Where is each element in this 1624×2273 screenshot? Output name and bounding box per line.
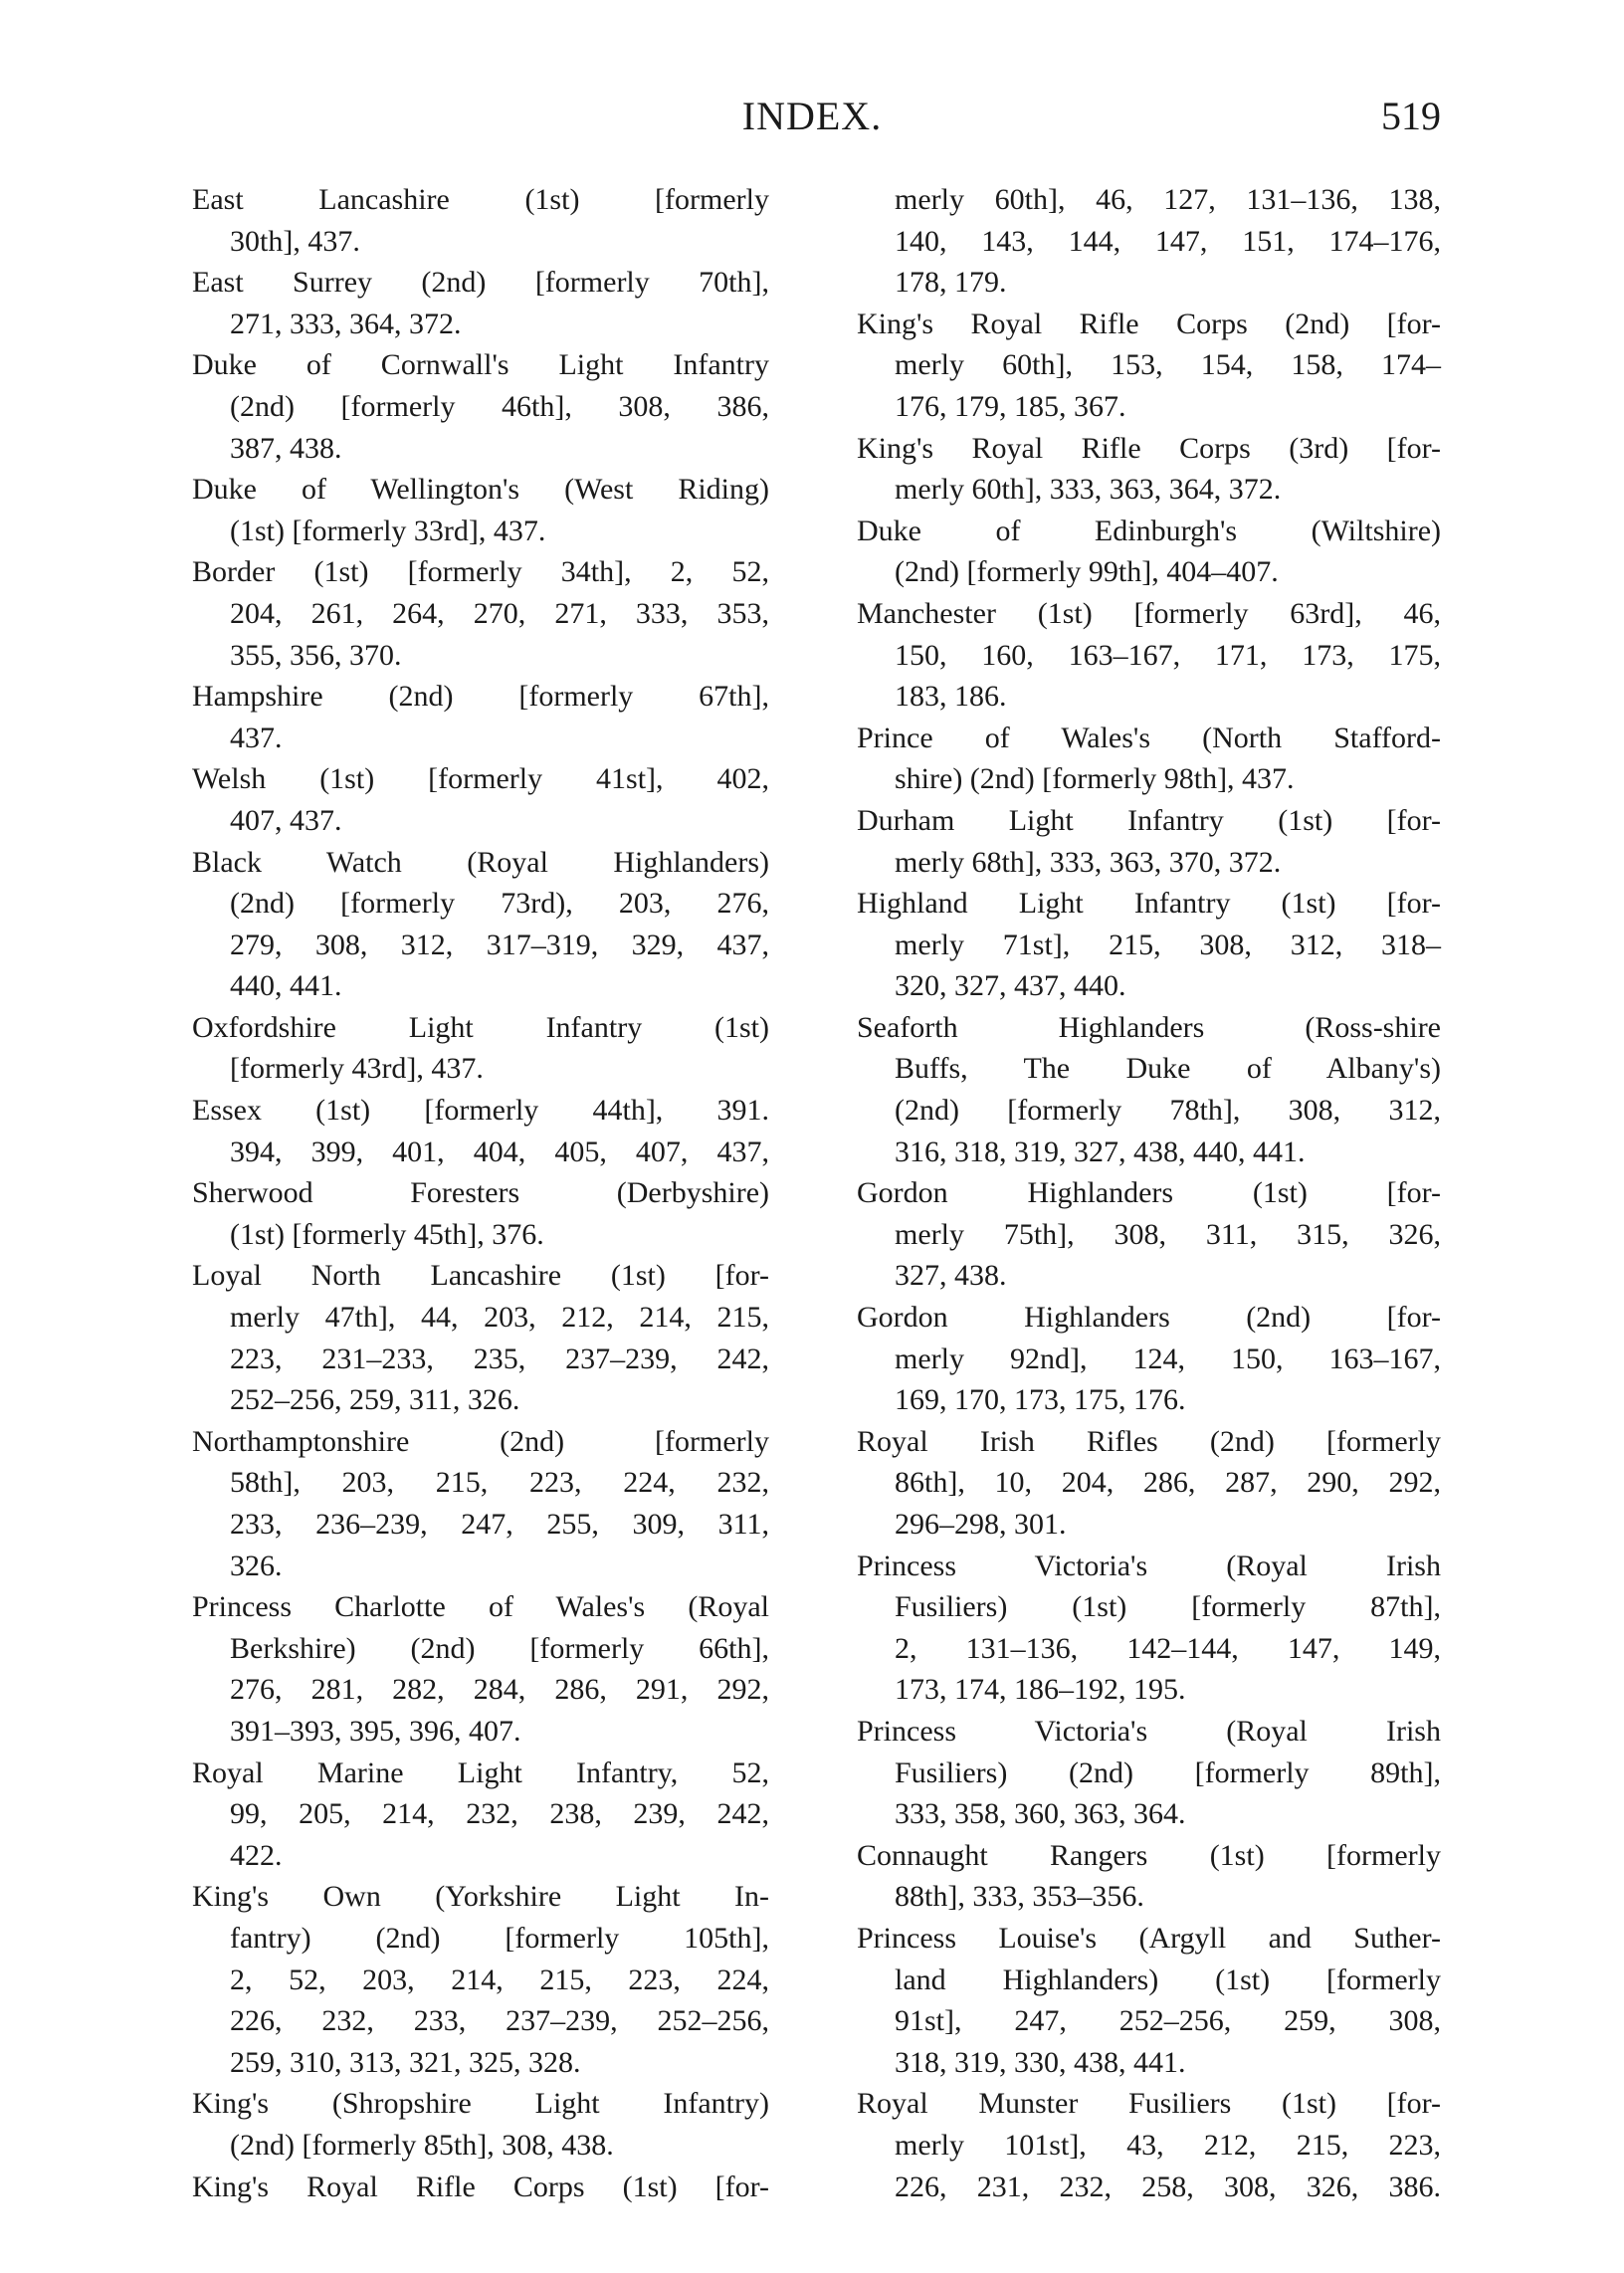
index-entry-continuation-line: 276, 281, 282, 284, 286, 291, 292, — [230, 1673, 769, 1707]
index-entry-line: King's Royal Rifle Corps (3rd) [for- — [857, 431, 1441, 465]
index-entry-continuation-line: 437. — [230, 721, 283, 754]
index-entry-line: Princess Charlotte of Wales's (Royal — [192, 1590, 769, 1624]
index-entry-line: Essex (1st) [formerly 44th], 391. — [192, 1094, 769, 1128]
page-number: 519 — [1381, 94, 1441, 138]
index-entry-line: King's Royal Rifle Corps (1st) [for- — [192, 2170, 769, 2203]
index-entry-continuation-line: (2nd) [formerly 73rd), 203, 276, — [230, 887, 769, 921]
index-entry-line: Royal Marine Light Infantry, 52, — [192, 1756, 769, 1789]
index-entry-line: Welsh (1st) [formerly 41st], 402, — [192, 762, 769, 796]
index-entry-continuation-line: 150, 160, 163–167, 171, 173, 175, — [895, 638, 1441, 672]
index-entry-continuation-line: (1st) [formerly 45th], 376. — [230, 1217, 544, 1251]
index-entry-continuation-line: 259, 310, 313, 321, 325, 328. — [230, 2045, 581, 2079]
index-entry-continuation-line: 2, 52, 203, 214, 215, 223, 224, — [230, 1963, 769, 1996]
index-entry-continuation-line: Fusiliers) (1st) [formerly 87th], — [895, 1590, 1441, 1624]
index-entry-line: Duke of Edinburgh's (Wiltshire) — [857, 514, 1441, 547]
index-entry-line: Prince of Wales's (North Stafford- — [857, 721, 1441, 754]
index-entry-continuation-line: 223, 231–233, 235, 237–239, 242, — [230, 1342, 769, 1375]
index-entry-continuation-line: (2nd) [formerly 99th], 404–407. — [895, 555, 1279, 589]
index-entry-line: Royal Munster Fusiliers (1st) [for- — [857, 2087, 1441, 2121]
index-entry-continuation-line: 326. — [230, 1549, 283, 1582]
index-entry-continuation-line: 173, 174, 186–192, 195. — [895, 1673, 1186, 1707]
index-entry-line: Highland Light Infantry (1st) [for- — [857, 887, 1441, 921]
index-entry-continuation-line: 320, 327, 437, 440. — [895, 969, 1126, 1003]
index-entry-line: Hampshire (2nd) [formerly 67th], — [192, 680, 769, 714]
index-entry-continuation-line: 233, 236–239, 247, 255, 309, 311, — [230, 1508, 769, 1541]
index-entry-continuation-line: 296–298, 301. — [895, 1508, 1067, 1541]
index-entry-continuation-line: Buffs, The Duke of Albany's) — [895, 1052, 1441, 1086]
index-entry-continuation-line: 391–393, 395, 396, 407. — [230, 1714, 521, 1748]
index-entry-continuation-line: shire) (2nd) [formerly 98th], 437. — [895, 762, 1295, 796]
index-entry-line: King's Royal Rifle Corps (2nd) [for- — [857, 307, 1441, 340]
index-entry-line: Manchester (1st) [formerly 63rd], 46, — [857, 596, 1441, 630]
index-entry-continuation-line: 86th], 10, 204, 286, 287, 290, 292, — [895, 1466, 1441, 1500]
index-entry-line: Gordon Highlanders (1st) [for- — [857, 1176, 1441, 1210]
index-entry-continuation-line: 226, 231, 232, 258, 308, 326, 386. — [895, 2170, 1441, 2203]
index-entry-continuation-line: 271, 333, 364, 372. — [230, 307, 462, 340]
index-entry-continuation-line: 91st], 247, 252–256, 259, 308, — [895, 2004, 1441, 2038]
index-entry-continuation-line: merly 60th], 46, 127, 131–136, 138, — [895, 183, 1441, 216]
index-entry-continuation-line: Fusiliers) (2nd) [formerly 89th], — [895, 1756, 1441, 1789]
index-entry-continuation-line: 183, 186. — [895, 680, 1007, 714]
index-entry-continuation-line: 333, 358, 360, 363, 364. — [895, 1797, 1186, 1831]
index-entry-continuation-line: merly 47th], 44, 203, 212, 214, 215, — [230, 1301, 769, 1335]
index-entry-continuation-line: merly 92nd], 124, 150, 163–167, — [895, 1342, 1441, 1375]
index-entry-line: Northamptonshire (2nd) [formerly — [192, 1424, 769, 1458]
index-entry-continuation-line: 327, 438. — [895, 1259, 1007, 1293]
index-entry-continuation-line: merly 60th], 153, 154, 158, 174– — [895, 348, 1441, 382]
index-entry-continuation-line: (2nd) [formerly 85th], 308, 438. — [230, 2128, 614, 2162]
index-entry-line: King's (Shropshire Light Infantry) — [192, 2087, 769, 2121]
index-entry-continuation-line: merly 68th], 333, 363, 370, 372. — [895, 845, 1282, 879]
index-entry-line: Sherwood Foresters (Derbyshire) — [192, 1176, 769, 1210]
index-entry-line: Royal Irish Rifles (2nd) [formerly — [857, 1424, 1441, 1458]
index-entry-line: Princess Louise's (Argyll and Suther- — [857, 1921, 1441, 1955]
index-entry-continuation-line: 88th], 333, 353–356. — [895, 1880, 1144, 1914]
index-entry-continuation-line: 394, 399, 401, 404, 405, 407, 437, — [230, 1135, 769, 1168]
index-entry-line: Connaught Rangers (1st) [formerly — [857, 1838, 1441, 1872]
index-entry-continuation-line: 178, 179. — [895, 266, 1007, 300]
index-entry-line: Oxfordshire Light Infantry (1st) — [192, 1010, 769, 1044]
index-entry-line: Duke of Cornwall's Light Infantry — [192, 348, 769, 382]
index-entry-line: Seaforth Highlanders (Ross-shire — [857, 1010, 1441, 1044]
index-entry-continuation-line: 407, 437. — [230, 803, 342, 837]
index-entry-continuation-line: 2, 131–136, 142–144, 147, 149, — [895, 1631, 1441, 1665]
index-entry-line: Loyal North Lancashire (1st) [for- — [192, 1259, 769, 1293]
index-entry-continuation-line: 279, 308, 312, 317–319, 329, 437, — [230, 928, 769, 961]
index-entry-continuation-line: (2nd) [formerly 46th], 308, 386, — [230, 389, 769, 423]
index-entry-continuation-line: merly 75th], 308, 311, 315, 326, — [895, 1217, 1441, 1251]
index-entry-continuation-line: 252–256, 259, 311, 326. — [230, 1383, 520, 1417]
index-entry-continuation-line: 99, 205, 214, 232, 238, 239, 242, — [230, 1797, 769, 1831]
index-entry-continuation-line: Berkshire) (2nd) [formerly 66th], — [230, 1631, 769, 1665]
index-entry-continuation-line: 226, 232, 233, 237–239, 252–256, — [230, 2004, 769, 2038]
index-entry-line: Princess Victoria's (Royal Irish — [857, 1714, 1441, 1748]
index-entry-continuation-line: 30th], 437. — [230, 224, 360, 258]
index-entry-line: King's Own (Yorkshire Light In- — [192, 1880, 769, 1914]
index-entry-continuation-line: fantry) (2nd) [formerly 105th], — [230, 1921, 769, 1955]
index-entry-line: Black Watch (Royal Highlanders) — [192, 845, 769, 879]
index-column-right — [857, 179, 1441, 2207]
index-entry-line: Princess Victoria's (Royal Irish — [857, 1549, 1441, 1582]
index-entry-continuation-line: merly 101st], 43, 212, 215, 223, — [895, 2128, 1441, 2162]
page-header — [0, 92, 1624, 141]
index-entry-continuation-line: land Highlanders) (1st) [formerly — [895, 1963, 1441, 1996]
index-entry-continuation-line: 58th], 203, 215, 223, 224, 232, — [230, 1466, 769, 1500]
page-title: INDEX. — [741, 94, 883, 138]
index-entry-continuation-line: [formerly 43rd], 437. — [230, 1052, 484, 1086]
index-entry-line: Border (1st) [formerly 34th], 2, 52, — [192, 555, 769, 589]
index-entry-continuation-line: merly 71st], 215, 308, 312, 318– — [895, 928, 1441, 961]
index-entry-line: Gordon Highlanders (2nd) [for- — [857, 1301, 1441, 1335]
index-entry-continuation-line: 140, 143, 144, 147, 151, 174–176, — [895, 224, 1441, 258]
index-entry-continuation-line: (1st) [formerly 33rd], 437. — [230, 514, 546, 547]
index-entry-continuation-line: 318, 319, 330, 438, 441. — [895, 2045, 1186, 2079]
index-entry-continuation-line: 176, 179, 185, 367. — [895, 389, 1126, 423]
index-entry-continuation-line: 355, 356, 370. — [230, 638, 402, 672]
index-entry-continuation-line: 387, 438. — [230, 431, 342, 465]
index-entry-continuation-line: 169, 170, 173, 175, 176. — [895, 1383, 1186, 1417]
index-entry-line: Durham Light Infantry (1st) [for- — [857, 803, 1441, 837]
index-column-left — [192, 179, 769, 2207]
index-entry-continuation-line: 422. — [230, 1838, 283, 1872]
index-entry-continuation-line: 204, 261, 264, 270, 271, 333, 353, — [230, 596, 769, 630]
index-entry-continuation-line: merly 60th], 333, 363, 364, 372. — [895, 473, 1282, 507]
index-entry-line: East Surrey (2nd) [formerly 70th], — [192, 266, 769, 300]
index-entry-continuation-line: (2nd) [formerly 78th], 308, 312, — [895, 1094, 1441, 1128]
index-entry-continuation-line: 440, 441. — [230, 969, 342, 1003]
index-entry-continuation-line: 316, 318, 319, 327, 438, 440, 441. — [895, 1135, 1306, 1168]
index-entry-line: East Lancashire (1st) [formerly — [192, 183, 769, 216]
index-entry-line: Duke of Wellington's (West Riding) — [192, 473, 769, 507]
